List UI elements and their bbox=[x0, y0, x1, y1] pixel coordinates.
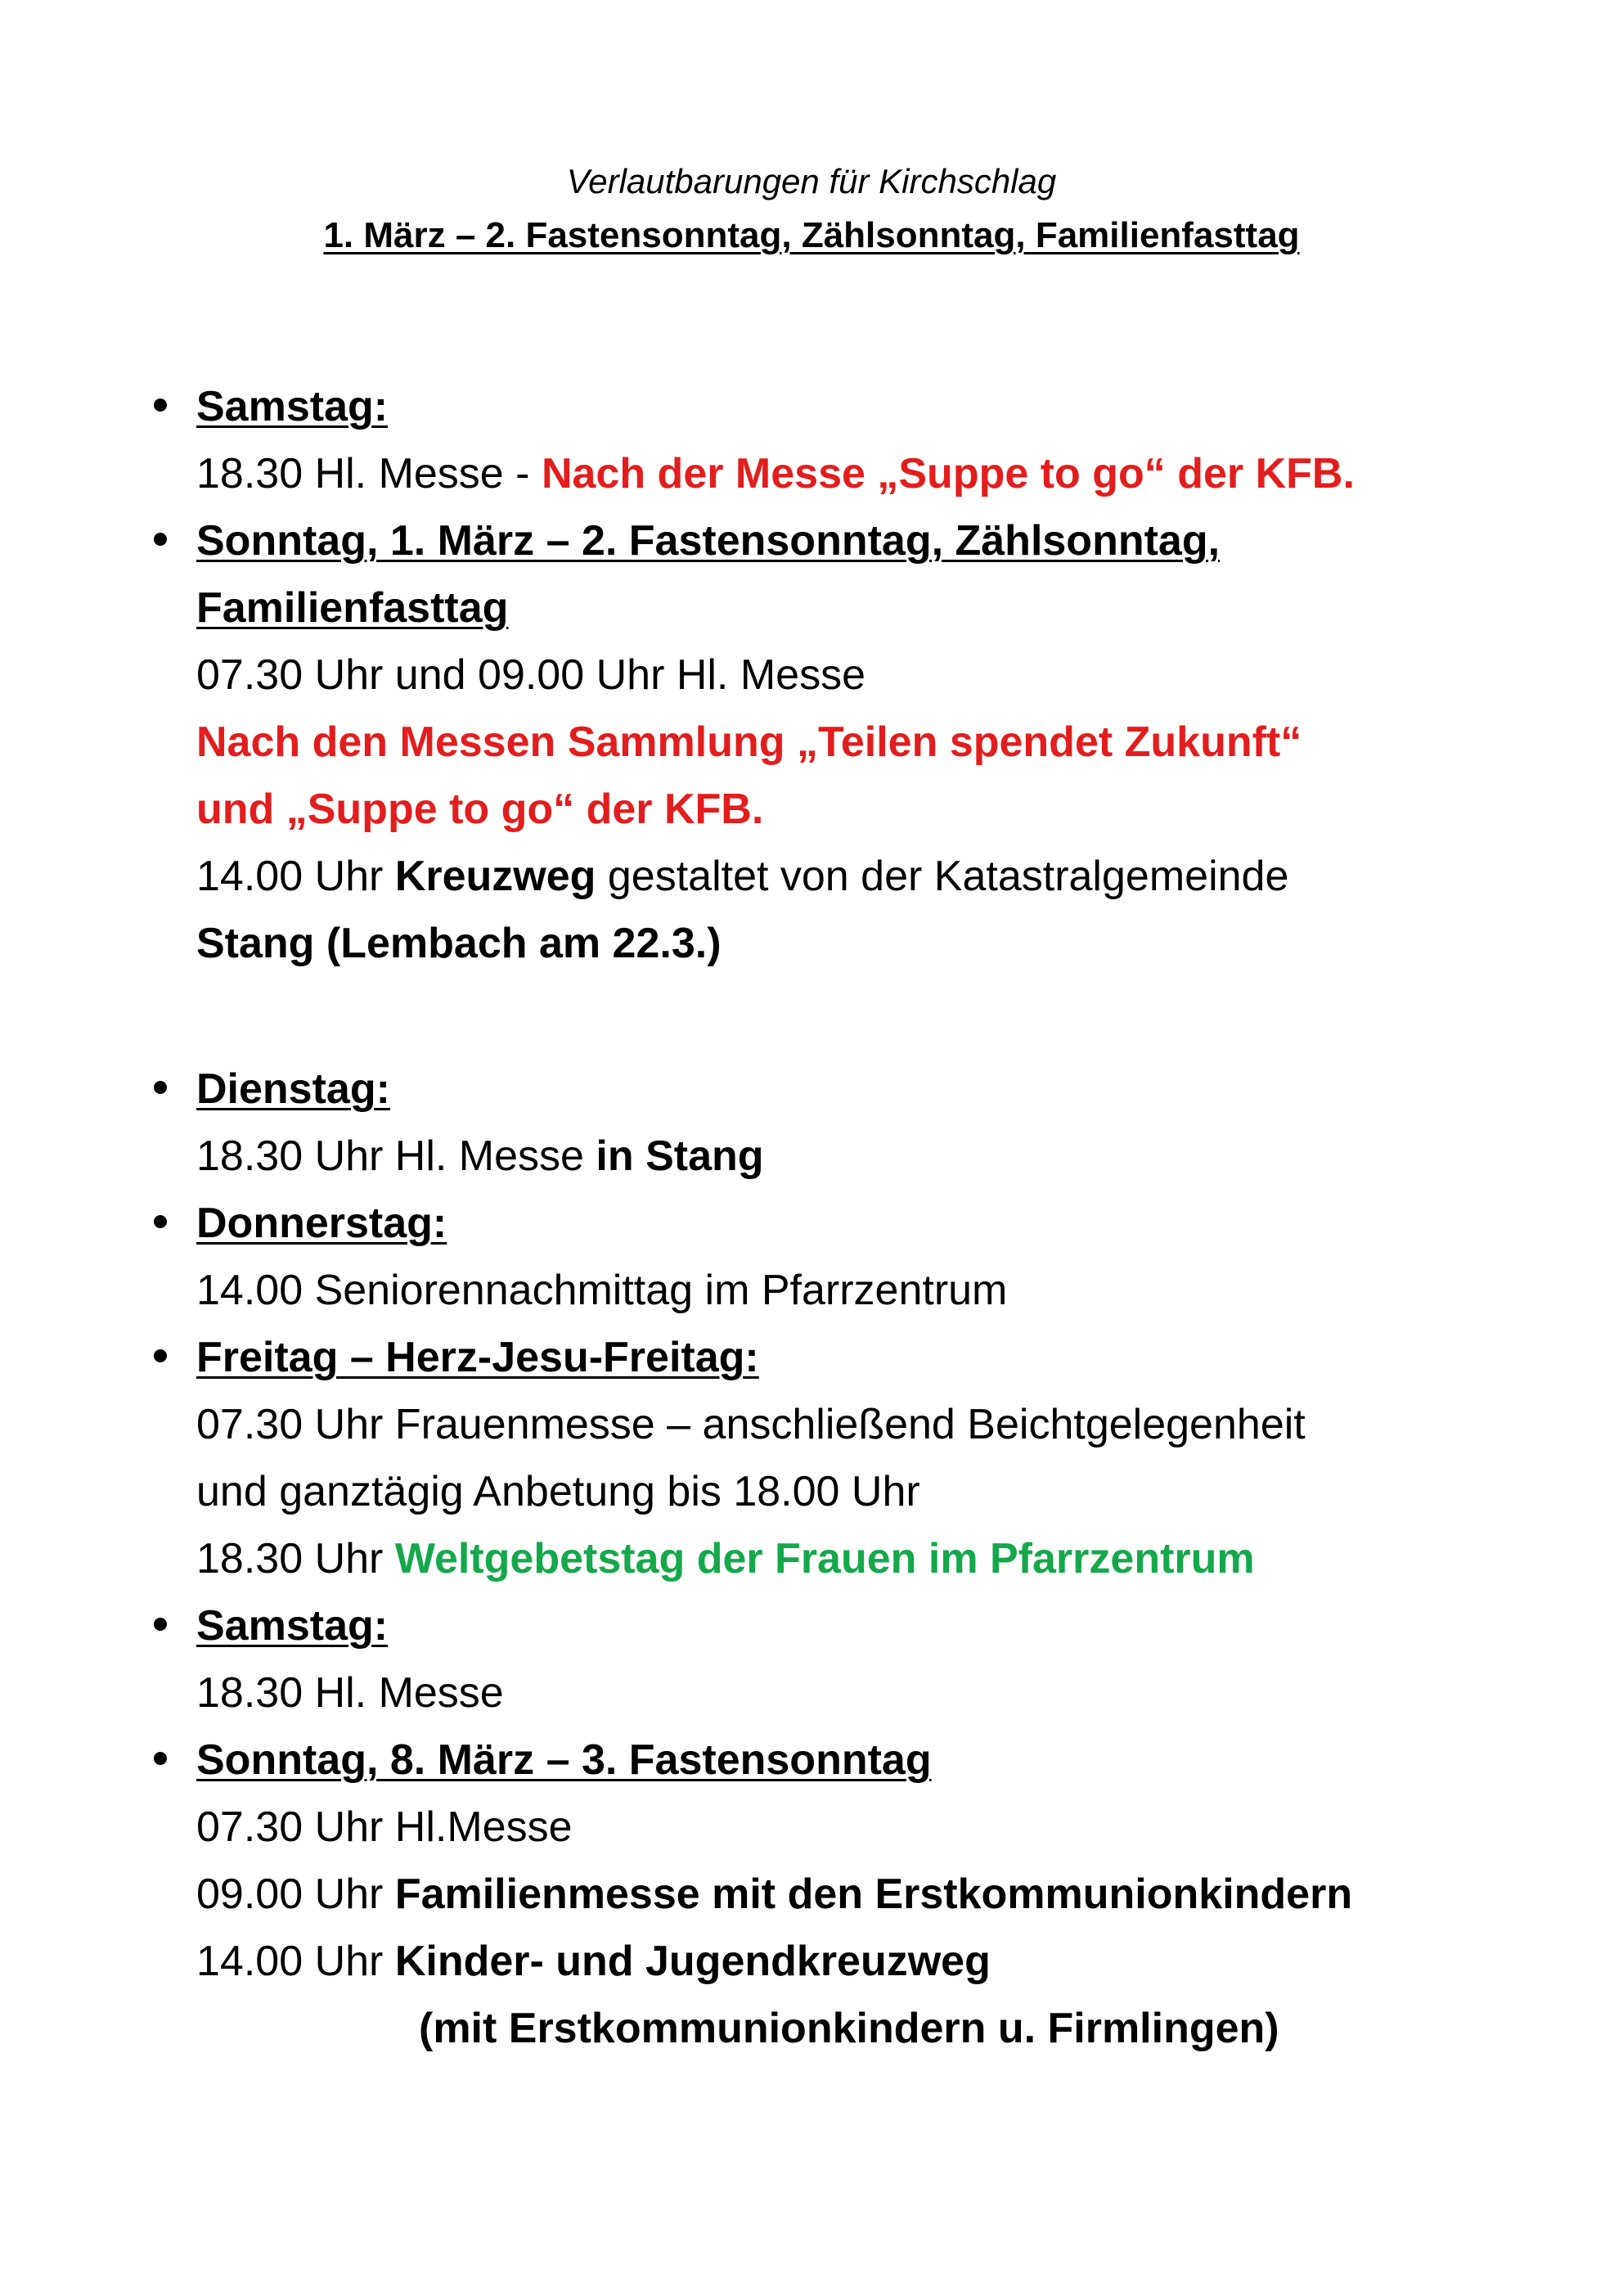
day-heading: Freitag – Herz-Jesu-Freitag: bbox=[196, 1334, 759, 1381]
day-heading: Samstag: bbox=[196, 1602, 389, 1650]
schedule-item-sunday-march-8 bbox=[196, 1727, 1571, 2062]
schedule-line: 18.30 Uhr Weltgebetstag der Frauen im Pfarrzentrum bbox=[196, 1535, 1255, 1582]
schedule-line: und ganztägig Anbetung bis 18.00 Uhr bbox=[196, 1468, 920, 1515]
day-heading: Sonntag, 8. März – 3. Fastensonntag bbox=[196, 1736, 932, 1784]
schedule-item-saturday bbox=[196, 373, 1571, 507]
schedule-line: 09.00 Uhr Familienmesse mit den Erstkommunionkindern bbox=[196, 1871, 1353, 1918]
day-heading: Donnerstag: bbox=[196, 1200, 447, 1247]
schedule-item-tuesday bbox=[196, 1056, 1571, 1190]
bullet-icon bbox=[154, 1752, 167, 1765]
bullet-icon bbox=[154, 1081, 167, 1094]
bullet-icon bbox=[154, 398, 167, 412]
day-heading: Sonntag, 1. März – 2. Fastensonntag, Zählsonntag, Familienfasttag bbox=[196, 517, 1221, 632]
schedule-line: 07.30 Uhr und 09.00 Uhr Hl. Messe bbox=[196, 651, 865, 699]
day-heading: Dienstag: bbox=[196, 1065, 390, 1113]
schedule-line: (mit Erstkommunionkindern u. Firmlingen) bbox=[419, 2005, 1279, 2052]
day-heading: Samstag: bbox=[196, 383, 389, 430]
schedule-item-thursday bbox=[196, 1190, 1571, 1324]
schedule-item-friday bbox=[196, 1324, 1571, 1592]
schedule-line-highlight: Nach den Messen Sammlung „Teilen spendet Zukunft“ bbox=[196, 718, 1302, 766]
document-subtitle: Verlautbarungen für Kirchschlag bbox=[566, 162, 1057, 200]
schedule-line: 18.30 Uhr Hl. Messe in Stang bbox=[196, 1132, 764, 1180]
schedule-line: 14.00 Uhr Kinder- und Jugendkreuzweg bbox=[196, 1938, 991, 1985]
bullet-icon bbox=[154, 1215, 167, 1228]
schedule-item-saturday-2 bbox=[196, 1592, 1571, 1727]
bullet-icon bbox=[154, 1349, 167, 1362]
schedule-line: Stang (Lembach am 22.3.) bbox=[196, 920, 722, 967]
bullet-icon bbox=[154, 533, 167, 546]
bullet-icon bbox=[154, 1618, 167, 1631]
schedule-line-highlight: und „Suppe to go“ der KFB. bbox=[196, 786, 764, 833]
schedule-item-sunday-march-1 bbox=[196, 507, 1571, 977]
schedule-line: 07.30 Uhr Hl.Messe bbox=[196, 1803, 573, 1851]
schedule-line: 14.00 Seniorennachmittag im Pfarrzentrum bbox=[196, 1267, 1008, 1314]
schedule-line: 18.30 Hl. Messe bbox=[196, 1669, 504, 1717]
document-title: 1. März – 2. Fastensonntag, Zählsonntag, Familienfasttag bbox=[323, 215, 1300, 255]
schedule-line: 14.00 Uhr Kreuzweg gestaltet von der Katastralgemeinde bbox=[196, 853, 1289, 900]
schedule-list bbox=[196, 373, 1571, 2062]
section-gap bbox=[196, 977, 1571, 1056]
schedule-line: 07.30 Uhr Frauenmesse – anschließend Beichtgelegenheit bbox=[196, 1401, 1306, 1448]
schedule-line: 18.30 Hl. Messe - Nach der Messe „Suppe to go“ der KFB. bbox=[196, 450, 1355, 497]
